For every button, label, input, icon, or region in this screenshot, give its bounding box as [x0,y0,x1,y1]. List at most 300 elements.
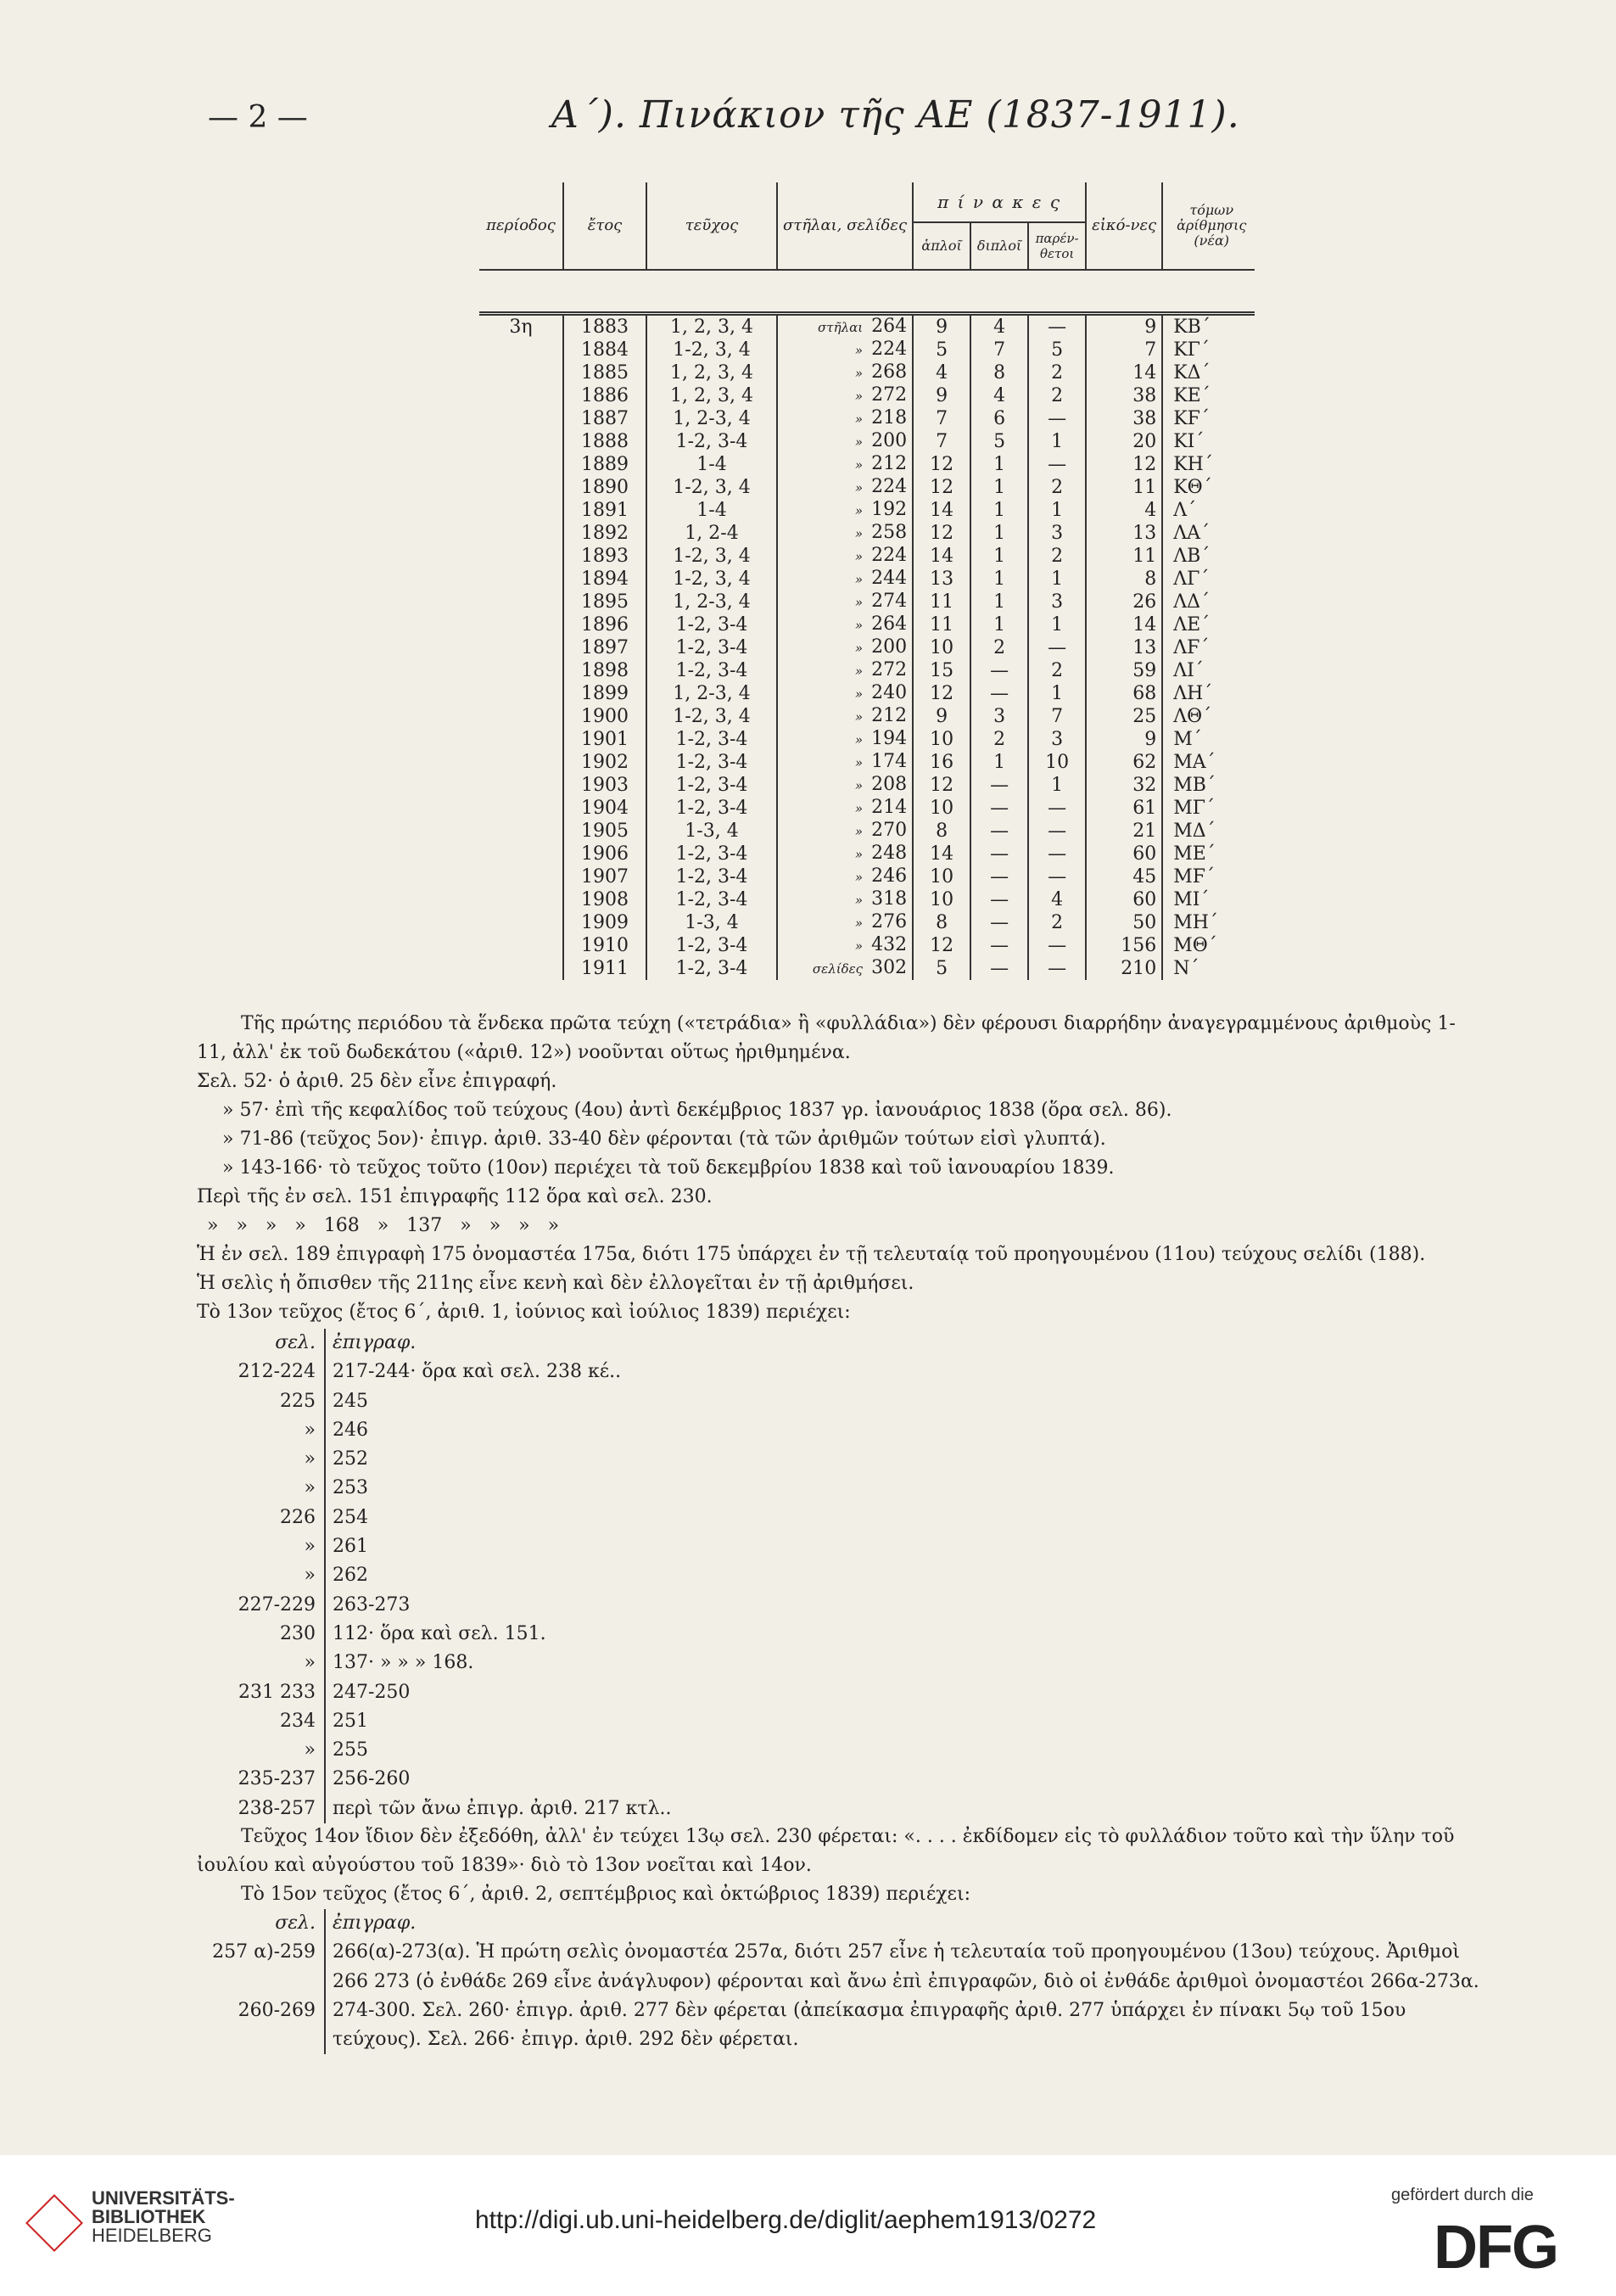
cell-p: — [1028,843,1086,865]
cell-tx: 1, 2, 3, 4 [646,384,777,407]
cell-v: ΜΙ΄ [1162,888,1255,911]
cell-v: ΜΓ΄ [1162,797,1255,820]
list-head-inscr: ἐπιγραφ. [324,1329,416,1358]
cell-d: 5 [970,430,1028,453]
cell-value: 264 [871,613,908,635]
cell-value: 248 [871,843,908,864]
cell-prefix: » [854,572,864,587]
list-header [197,1329,672,1358]
cell-tx: 1-2, 3-4 [646,865,777,888]
list-inscr: 266(α)-273(α). Ἡ πρώτη σελὶς ὀνομαστέα 257α, διότι 257 εἶνε ἡ τελευταία τοῦ προηγουμένου (13ου) τεύχους. Ἀριθμοὶ 266 273 (ὁ ἐνθάδε 269 εἶνε ἀνάγλυφον) φέρονται καὶ ἄνω ἐπὶ ἐπιγραφῶν, διὸ οἱ ἐνθάδε ἀριθμοὶ ὀνομαστέοι 266α-273α. [324,1938,1486,1996]
note-issue-13: Τὸ 13ον τεῦχος (ἔτος 6΄, ἀριθ. 1, ἰούνιος καὶ ἰούλιος 1839) περιέχει: [197,1302,851,1323]
cell-value: 240 [871,682,908,703]
list-page: 226 [280,1506,316,1528]
cell-value: 212 [871,705,908,726]
list-inscr: 112· ὅρα καὶ σελ. 151. [324,1620,546,1649]
page-title: Α΄). Πινάκιον τῆς ΑΕ (1837-1911). [551,93,1240,137]
cell-per: 3η [509,316,533,338]
cell-d: — [970,865,1028,888]
cell-p: 10 [1028,751,1086,774]
list-item [197,1707,672,1736]
cell-e: 156 [1086,934,1162,957]
note-first-period: Τῆς πρώτης περιόδου τὰ ἕνδεκα πρῶτα τεύχη («τετράδια» ἢ «φυλλάδια») δὲν φέρουσι διαρρήδην ἀναγεγραμμένους ἀριθμοὺς 1-11, ἀλλ' ἐκ τοῦ δωδεκάτου («ἀριθ. 12») νοοῦνται οὕτως ἠριθμημένα. [197,1013,1456,1063]
cell-columns [777,453,913,476]
cell-d: — [970,659,1028,682]
cell-v: ΚΓ΄ [1162,339,1255,361]
list-page: 225 [280,1390,316,1412]
list-item [197,1620,672,1649]
cell-per [479,430,563,453]
cell-value: 200 [871,430,908,451]
cell-e: 9 [1086,728,1162,751]
cell-d: 6 [970,407,1028,430]
cell-columns [777,499,913,522]
cell-d: 4 [970,314,1028,339]
cell-value: 270 [871,820,908,841]
cell-d: 2 [970,636,1028,659]
cell-a: 12 [913,934,970,957]
list-inscr: 247-250 [324,1678,410,1707]
cell-tx: 1-2, 3-4 [646,636,777,659]
list-page: » [304,1448,316,1470]
cell-p: 1 [1028,682,1086,705]
cell-p: 1 [1028,774,1086,797]
cell-v: ΛΑ΄ [1162,522,1255,545]
cell-prefix: » [854,526,864,541]
cell-a: 5 [913,957,970,980]
list-item [197,1561,672,1590]
cell-yr: 1898 [563,659,646,682]
library-name: UNIVERSITÄTS- BIBLIOTHEK HEIDELBERG [92,2187,235,2246]
cell-d: — [970,797,1028,820]
cell-a: 11 [913,613,970,636]
table-row [479,820,1255,843]
cell-yr: 1890 [563,476,646,499]
cell-e: 25 [1086,705,1162,728]
source-url[interactable]: http://digi.ub.uni-heidelberg.de/diglit/aephem1913/0272 [475,2206,1097,2234]
cell-yr: 1885 [563,361,646,384]
cell-per [479,613,563,636]
table-row [479,659,1255,682]
table-row [479,728,1255,751]
cell-a: 13 [913,568,970,591]
cell-p: 2 [1028,659,1086,682]
table-row [479,865,1255,888]
cell-prefix: » [854,938,864,954]
cell-prefix: » [854,434,864,450]
list-item [197,1504,672,1532]
list-header [197,1909,1486,1938]
cell-columns [777,613,913,636]
list-page: 230 [280,1622,316,1644]
cell-a: 14 [913,843,970,865]
cell-value: 302 [871,957,908,978]
cell-tx: 1-2, 3, 4 [646,339,777,361]
col-images: εἰκό-νες [1086,182,1162,270]
cell-prefix: » [854,389,864,404]
cell-a: 12 [913,453,970,476]
cell-per [479,888,563,911]
cell-value: 200 [871,636,908,658]
cell-a: 12 [913,774,970,797]
table-row [479,888,1255,911]
cell-columns [777,591,913,613]
cell-e: 8 [1086,568,1162,591]
cell-a: 14 [913,499,970,522]
cell-yr: 1892 [563,522,646,545]
cell-d: 1 [970,499,1028,522]
cell-v: ΜΘ΄ [1162,934,1255,957]
cell-e: 7 [1086,339,1162,361]
cell-prefix: » [854,801,864,816]
cell-v: Μ΄ [1162,728,1255,751]
cell-columns [777,339,913,361]
digitization-footer [0,2155,1616,2296]
cell-e: 20 [1086,430,1162,453]
cell-per [479,820,563,843]
cell-yr: 1893 [563,545,646,568]
cell-tx: 1-2, 3-4 [646,430,777,453]
table-row [479,568,1255,591]
list-item [197,1649,672,1677]
cell-d: 1 [970,522,1028,545]
list-inscr: 255 [324,1736,368,1765]
list-inscr: 274-300. Σελ. 260· ἐπιγρ. ἀριθ. 277 δὲν φέρεται (ἀπείκασμα ἐπιγραφῆς ἀριθ. 277 ὑπάρχει ἐν πίνακι 5ῳ τοῦ 15ου τεύχους). Σελ. 266· ἐπιγρ. ἀριθ. 292 δὲν φέρεται. [324,1996,1486,2055]
cell-d: 1 [970,453,1028,476]
cell-e: 12 [1086,453,1162,476]
list-page: » [304,1419,316,1441]
cell-d: 1 [970,591,1028,613]
cell-yr: 1900 [563,705,646,728]
cell-a: 12 [913,682,970,705]
note-page-168: » » » » 168 » 137 » » » » [207,1215,560,1236]
cell-columns [777,636,913,659]
cell-yr: 1905 [563,820,646,843]
cell-v: ΛΘ΄ [1162,705,1255,728]
cell-a: 9 [913,705,970,728]
list-inscr: 246 [324,1416,368,1445]
cell-p: 1 [1028,499,1086,522]
cell-yr: 1895 [563,591,646,613]
table-row [479,361,1255,384]
cell-per [479,911,563,934]
cell-per [479,705,563,728]
cell-tx: 1-3, 4 [646,911,777,934]
list-item [197,1416,672,1445]
cell-p: 3 [1028,591,1086,613]
cell-value: 194 [871,728,908,749]
cell-a: 9 [913,314,970,339]
cell-per [479,339,563,361]
cell-value: 244 [871,568,908,589]
cell-d: 1 [970,613,1028,636]
cell-a: 11 [913,591,970,613]
cell-columns [777,774,913,797]
cell-yr: 1887 [563,407,646,430]
list-page: » [304,1536,316,1558]
list-page: 227-229 [238,1593,316,1616]
note-issue-15: Τὸ 15ον τεῦχος (ἔτος 6΄, ἀριθ. 2, σεπτέμβριος καὶ ὀκτώβριος 1839) περιέχει: [241,1884,970,1905]
cell-value: 214 [871,797,908,818]
table-row [479,911,1255,934]
cell-tx: 1-4 [646,499,777,522]
col-single: ἁπλοῖ [913,222,970,270]
cell-columns [777,843,913,865]
cell-per [479,843,563,865]
col-double: διπλοῖ [970,222,1028,270]
cell-prefix: » [854,595,864,610]
cell-tx: 1-2, 3-4 [646,659,777,682]
cell-per [479,865,563,888]
list-item [197,1474,672,1503]
list-page: » [304,1565,316,1587]
table-row [479,591,1255,613]
cell-e: 11 [1086,476,1162,499]
cell-per [479,384,563,407]
cell-v: ΛϜ΄ [1162,636,1255,659]
cell-yr: 1906 [563,843,646,865]
list-item [197,1765,672,1794]
cell-per [479,453,563,476]
list-inscr: 256-260 [324,1765,410,1794]
cell-v: ΜΕ΄ [1162,843,1255,865]
list-inscr: 245 [324,1387,368,1416]
cell-p: — [1028,797,1086,820]
cell-p: — [1028,636,1086,659]
cell-p: — [1028,314,1086,339]
cell-d: 1 [970,476,1028,499]
cell-prefix: σελίδες [812,961,864,977]
cell-prefix: στῆλαι [818,320,864,335]
cell-tx: 1-3, 4 [646,820,777,843]
cell-prefix: » [854,480,864,496]
cell-p: 1 [1028,430,1086,453]
cell-prefix: » [854,893,864,908]
cell-per [479,728,563,751]
list-page: 231 233 [238,1681,316,1703]
cell-p: — [1028,453,1086,476]
cell-tx: 1-2, 3-4 [646,843,777,865]
cell-value: 276 [871,911,908,932]
list-inscr: 251 [324,1707,368,1736]
cell-d: — [970,957,1028,980]
cell-yr: 1884 [563,339,646,361]
cell-yr: 1888 [563,430,646,453]
cell-prefix: » [854,870,864,885]
cell-d: 2 [970,728,1028,751]
cell-e: 45 [1086,865,1162,888]
cell-value: 224 [871,545,908,566]
cell-yr: 1903 [563,774,646,797]
cell-v: Λ΄ [1162,499,1255,522]
cell-d: 7 [970,339,1028,361]
list-head-inscr: ἐπιγραφ. [324,1909,1486,1938]
cell-e: 38 [1086,384,1162,407]
table-row [479,751,1255,774]
notes-block-2 [197,1823,1478,1909]
list-page: 257 α)-259 [212,1941,316,1963]
cell-tx: 1-2, 3-4 [646,774,777,797]
cell-p: 2 [1028,361,1086,384]
cell-per [479,499,563,522]
cell-tx: 1-2, 3-4 [646,888,777,911]
cell-p: 3 [1028,728,1086,751]
cell-p: 2 [1028,911,1086,934]
cell-tx: 1, 2, 3, 4 [646,314,777,339]
cell-per [479,659,563,682]
cell-e: 26 [1086,591,1162,613]
cell-tx: 1, 2-3, 4 [646,591,777,613]
cell-tx: 1-2, 3-4 [646,751,777,774]
cell-yr: 1886 [563,384,646,407]
cell-value: 208 [871,774,908,795]
cell-columns [777,430,913,453]
cell-p: 1 [1028,613,1086,636]
cell-tx: 1-2, 3-4 [646,934,777,957]
cell-prefix: » [854,732,864,748]
cell-v: ΜΗ΄ [1162,911,1255,934]
cell-e: 13 [1086,636,1162,659]
cell-p: 1 [1028,568,1086,591]
table-row [479,522,1255,545]
cell-v: ΜΔ΄ [1162,820,1255,843]
table-row [479,682,1255,705]
cell-p: 2 [1028,384,1086,407]
col-plates: π ί ν α κ ε ς [913,182,1086,222]
table-row [479,613,1255,636]
cell-v: ΜΑ΄ [1162,751,1255,774]
col-inserted: παρέν-θετοι [1028,222,1086,270]
cell-prefix: » [854,503,864,518]
cell-per [479,361,563,384]
note-page-52: Σελ. 52· ὁ ἀριθ. 25 δὲν εἶνε ἐπιγραφή. [197,1071,557,1092]
list-item [197,1591,672,1620]
cell-e: 59 [1086,659,1162,682]
note-page-151: Περὶ τῆς ἐν σελ. 151 ἐπιγραφῆς 112 ὅρα καὶ σελ. 230. [197,1186,713,1207]
cell-a: 10 [913,728,970,751]
cell-v: ΚΗ΄ [1162,453,1255,476]
funded-by-label: gefördert durch die [1391,2186,1534,2204]
cell-e: 60 [1086,888,1162,911]
cell-prefix: » [854,618,864,633]
cell-prefix: » [854,457,864,473]
cell-yr: 1894 [563,568,646,591]
cell-prefix: » [854,847,864,862]
note-page-57: » 57· ἐπὶ τῆς κεφαλίδος τοῦ τεύχους (4ου) ἀντὶ δεκέμβριος 1837 γρ. ἰανουάριος 1838 (ὅρα σελ. 86). [222,1100,1172,1121]
cell-yr: 1901 [563,728,646,751]
cell-tx: 1-2, 3, 4 [646,545,777,568]
cell-a: 15 [913,659,970,682]
cell-e: 50 [1086,911,1162,934]
cell-a: 10 [913,797,970,820]
cell-per [479,957,563,980]
cell-columns [777,522,913,545]
cell-value: 264 [871,316,908,337]
list-page: 260-269 [238,1999,316,2021]
table-row [479,499,1255,522]
cell-v: ΛΔ΄ [1162,591,1255,613]
list-page: » [304,1477,316,1499]
cell-v: ΚΒ΄ [1162,314,1255,339]
issue-13-list [197,1329,672,1823]
cell-columns [777,568,913,591]
cell-columns [777,682,913,705]
table-row [479,314,1255,339]
cell-tx: 1, 2-3, 4 [646,407,777,430]
cell-value: 192 [871,499,908,520]
cell-p: 7 [1028,705,1086,728]
col-period: περίοδος [486,216,556,234]
issue-15-list [197,1909,1486,2054]
cell-p: 5 [1028,339,1086,361]
cell-a: 4 [913,361,970,384]
cell-value: 224 [871,339,908,360]
cell-per [479,797,563,820]
cell-e: 68 [1086,682,1162,705]
cell-tx: 1, 2, 3, 4 [646,361,777,384]
cell-p: — [1028,407,1086,430]
cell-yr: 1883 [563,314,646,339]
cell-per [479,934,563,957]
list-item [197,1678,672,1707]
cell-tx: 1-4 [646,453,777,476]
cell-yr: 1902 [563,751,646,774]
cell-d: 3 [970,705,1028,728]
cell-prefix: » [854,366,864,381]
cell-prefix: » [854,778,864,793]
cell-a: 12 [913,522,970,545]
dfg-logo: DFG [1434,2214,1557,2282]
list-page: » [304,1739,316,1761]
cell-d: — [970,774,1028,797]
cell-e: 210 [1086,957,1162,980]
list-page: 234 [280,1710,316,1732]
cell-value: 224 [871,476,908,497]
list-item [197,1996,1486,2055]
cell-columns [777,751,913,774]
list-inscr: 217-244· ὅρα καὶ σελ. 238 κέ.. [324,1358,621,1386]
cell-yr: 1897 [563,636,646,659]
table-row [479,476,1255,499]
cell-d: 1 [970,568,1028,591]
table-row [479,843,1255,865]
table-row [479,453,1255,476]
list-inscr: 263-273 [324,1591,410,1620]
cell-p: 2 [1028,545,1086,568]
cell-value: 274 [871,591,908,612]
list-item [197,1358,672,1386]
cell-yr: 1908 [563,888,646,911]
cell-value: 212 [871,453,908,474]
cell-tx: 1, 2-4 [646,522,777,545]
cell-v: ΚΘ΄ [1162,476,1255,499]
cell-yr: 1907 [563,865,646,888]
cell-value: 258 [871,522,908,543]
cell-v: ΛΗ΄ [1162,682,1255,705]
cell-e: 62 [1086,751,1162,774]
cell-yr: 1899 [563,682,646,705]
cell-prefix: » [854,824,864,839]
cell-d: — [970,934,1028,957]
cell-a: 12 [913,476,970,499]
cell-e: 14 [1086,613,1162,636]
cell-v: ΚΔ΄ [1162,361,1255,384]
cell-yr: 1891 [563,499,646,522]
table-row [479,407,1255,430]
cell-p: — [1028,865,1086,888]
cell-p: 4 [1028,888,1086,911]
cell-tx: 1-2, 3, 4 [646,568,777,591]
